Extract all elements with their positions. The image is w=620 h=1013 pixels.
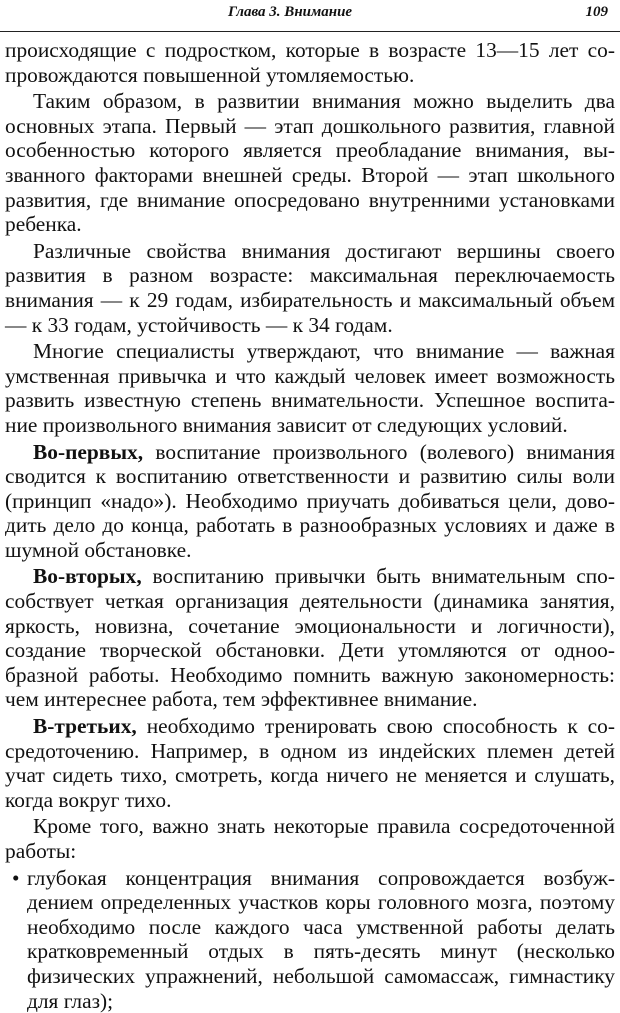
paragraph-continued: происходящие с подростком, которые в возрасте 13—15 лет сопровождаются повышенной утомляемостью. [5,38,615,87]
paragraph-stages: Таким образом, в развитии внимания можно выделить два основных этапа. Первый — этап дошкольного развития, главной особенностью которого является преобладание внимания, вызванного факторами внешней среды. Второй — этап школьного развития, где внимание опосредовано внутренними установками ребенка. [5,89,615,237]
paragraph-third-text: необходимо тренировать свою способность к сосредоточению. Например, в одном из индейских племен детей учат сидеть тихо, смотреть, когда ничего не меняется и слушать, когда вокруг тихо. [5,714,615,812]
lead-third: В-третьих, [33,714,137,739]
paragraph-third [5,714,615,812]
paragraph-habit: Многие специалисты утверждают, что внимание — важная умственная привычка и что каждый человек имеет возможность развить известную степень внимательности. Успешное воспитание произвольного внимания зависит от следующих условий. [5,339,615,437]
body-text [5,38,615,1013]
lead-second: Во-вторых, [33,564,142,589]
paragraph-properties: Различные свойства внимания достигают вершины своего развития в разном возрасте: максимальная переключаемость внимания — к 29 годам, избирательность и максимальный объем — к 33 годам, устойчивость — к 34 годам. [5,238,615,337]
chapter-title: Глава 3. Внимание [228,4,353,20]
paragraph-first-text: воспитание произвольного (волевого) внимания сводится к воспитанию ответственности и развитию силы воли (принцип «надо»). Необходимо приучать добиваться цели, доводить дело до конца, работать в разнообразных условиях и даже в шумной обстановке. [5,439,615,562]
paragraph-rules-intro: Кроме того, важно знать некоторые правила сосредоточенной работы: [5,814,615,863]
running-header [0,0,620,32]
bullet-icon: • [12,865,20,890]
rules-list [5,866,615,1013]
list-item [5,866,615,1013]
paragraph-second [5,564,615,712]
paragraph-second-text: воспитанию привычки быть внимательным способствует четкая организация деятельности (динамика занятия, яркость, новизна, сочетание эмоциональности и логичности), создание творческой обстановки. Дети утомляются от однообразной работы. Необходимо помнить важную закономерность: чем интереснее работа, тем эффективнее внимание. [5,564,615,712]
page-number: 109 [585,4,608,20]
paragraph-first [5,440,615,563]
lead-first: Во-первых, [33,439,144,464]
list-item-text: глубокая концентрация внимания сопровождается возбуждением определенных участков коры головного мозга, поэтому необходимо после каждого часа умственной работы делать кратковременный отдых в пять-десять минут (несколько физических упражнений, небольшой самомассаж, гимнастику для глаз); [27,865,615,1013]
